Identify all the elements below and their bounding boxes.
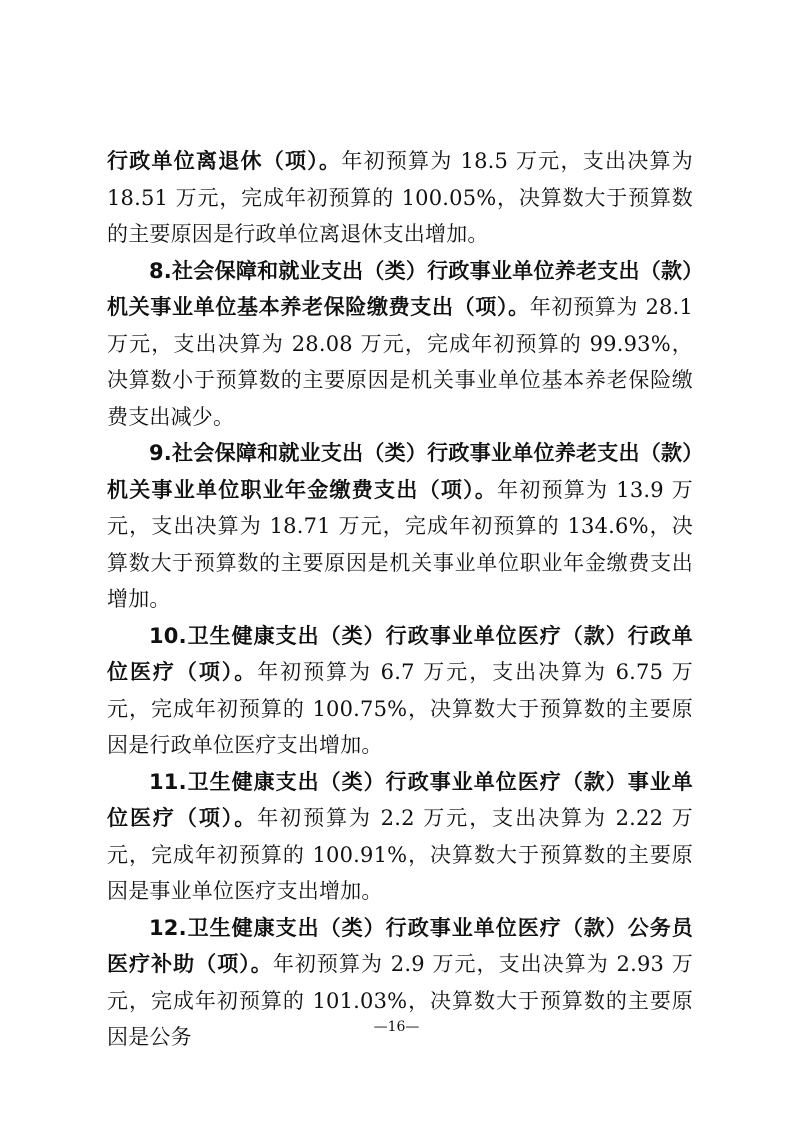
page-number: —16— <box>373 1019 420 1035</box>
paragraph-public-institution-medical <box>107 764 693 910</box>
paragraph-basic-pension-insurance <box>107 253 693 436</box>
paragraph-heading: 行政单位离退休（项）。 <box>107 149 342 173</box>
paragraph-text: 年初预算为 2.2 万元，支出决算为 2.22 万元，完成年初预算的 100.91%，决算数大于预算数的主要原因是事业单位医疗支出增加。 <box>107 806 693 903</box>
paragraph-admin-unit-medical <box>107 618 693 764</box>
paragraph-heading: 11.卫生健康支出（类）行政事业单位医疗（款）事业单位医疗（项）。 <box>107 769 693 830</box>
paragraph-heading: 9.社会保障和就业支出（类）行政事业单位养老支出（款）机关事业单位职业年金缴费支出（项）。 <box>107 441 693 502</box>
paragraph-text: 年初预算为 28.1 万元，支出决算为 28.08 万元，完成年初预算的 99.93%，决算数小于预算数的主要原因是机关事业单位基本养老保险缴费支出减少。 <box>107 295 693 429</box>
paragraph-text: 年初预算为 13.9 万元，支出决算为 18.71 万元，完成年初预算的 134.6%，决算数大于预算数的主要原因是机关事业单位职业年金缴费支出增加。 <box>107 477 693 611</box>
paragraph-heading: 12.卫生健康支出（类）行政事业单位医疗（款）公务员医疗补助（项）。 <box>107 915 693 976</box>
paragraph-heading: 10.卫生健康支出（类）行政事业单位医疗（款）行政单位医疗（项）。 <box>107 623 693 684</box>
paragraph-occupational-annuity <box>107 435 693 618</box>
paragraph-text: 年初预算为 2.9 万元，支出决算为 2.93 万元，完成年初预算的 101.03%，决算数大于预算数的主要原因是公务 <box>107 952 693 1049</box>
paragraph-admin-retirement <box>107 143 693 253</box>
paragraph-text: 年初预算为 18.5 万元，支出决算为 18.51 万元，完成年初预算的 100.05%，决算数大于预算数的主要原因是行政单位离退休支出增加。 <box>107 149 693 246</box>
document-body <box>107 143 693 1056</box>
paragraph-heading: 8.社会保障和就业支出（类）行政事业单位养老支出（款）机关事业单位基本养老保险缴费支出（项）。 <box>107 258 693 319</box>
paragraph-text: 年初预算为 6.7 万元，支出决算为 6.75 万元，完成年初预算的 100.75%，决算数大于预算数的主要原因是行政单位医疗支出增加。 <box>107 660 693 757</box>
